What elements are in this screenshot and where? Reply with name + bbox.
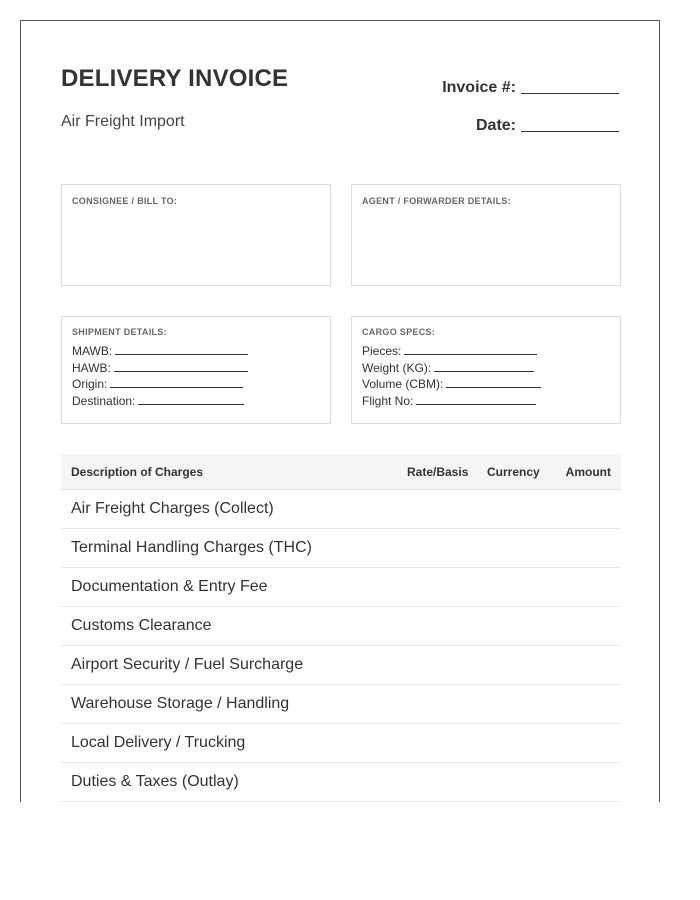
field-label: Origin: xyxy=(72,377,108,392)
column-header-currency: Currency xyxy=(487,464,540,479)
field-blank xyxy=(110,386,243,388)
field-label: Weight (KG): xyxy=(362,360,432,375)
invoice-subtitle: Air Freight Import xyxy=(61,113,185,130)
charge-row: Air Freight Charges (Collect) xyxy=(61,490,621,529)
charges-table xyxy=(61,454,621,802)
cargo-field-flight xyxy=(362,393,610,410)
charge-row: Customs Clearance xyxy=(61,607,621,646)
field-blank xyxy=(404,353,537,355)
invoice-title: DELIVERY INVOICE xyxy=(61,65,289,92)
field-label: Pieces: xyxy=(362,344,402,358)
invoice-date-label: Date: xyxy=(475,117,516,134)
invoice-date-field xyxy=(476,117,619,135)
charge-row: Duties & Taxes (Outlay) xyxy=(61,763,621,802)
column-header-rate: Rate/Basis xyxy=(407,464,469,479)
agent-box xyxy=(351,184,621,286)
charges-header-row xyxy=(61,454,621,490)
shipment-field-destination xyxy=(72,393,320,410)
cargo-specs-box xyxy=(351,316,621,424)
field-label: Flight No: xyxy=(362,393,414,408)
invoice-number-blank xyxy=(521,92,619,94)
charge-row: Local Delivery / Trucking xyxy=(61,724,621,763)
field-label: HAWB: xyxy=(72,360,111,375)
field-label: Destination: xyxy=(72,393,136,408)
invoice-date-blank xyxy=(521,130,619,132)
cargo-field-weight xyxy=(362,360,610,377)
field-blank xyxy=(416,403,536,405)
agent-label: AGENT / FORWARDER DETAILS: xyxy=(362,196,511,206)
charge-row: Warehouse Storage / Handling xyxy=(61,685,621,724)
field-blank xyxy=(446,386,541,388)
field-blank xyxy=(138,403,244,405)
shipment-field-origin xyxy=(72,376,320,393)
cargo-field-volume xyxy=(362,376,610,393)
field-label: Volume (CBM): xyxy=(362,377,444,392)
charge-row: Airport Security / Fuel Surcharge xyxy=(61,646,621,685)
cargo-field-pieces xyxy=(362,343,610,360)
shipment-details-label: SHIPMENT DETAILS: xyxy=(72,327,167,337)
field-blank xyxy=(434,370,534,372)
shipment-field-hawb xyxy=(72,360,320,377)
field-blank xyxy=(114,370,248,372)
cargo-specs-label: CARGO SPECS: xyxy=(362,327,436,337)
charge-row: Documentation & Entry Fee xyxy=(61,568,621,607)
field-blank xyxy=(115,353,248,355)
charge-row: Terminal Handling Charges (THC) xyxy=(61,529,621,568)
invoice-number-label: Invoice #: xyxy=(442,79,516,96)
column-header-amount: Amount xyxy=(565,464,611,479)
consignee-box xyxy=(61,184,331,286)
consignee-label: CONSIGNEE / BILL TO: xyxy=(72,196,178,206)
shipment-field-mawb xyxy=(72,343,320,360)
invoice-number-field xyxy=(442,79,619,97)
field-label: MAWB: xyxy=(72,344,113,358)
invoice-page xyxy=(20,20,660,802)
column-header-description: Description of Charges xyxy=(71,464,204,479)
shipment-details-box xyxy=(61,316,331,424)
